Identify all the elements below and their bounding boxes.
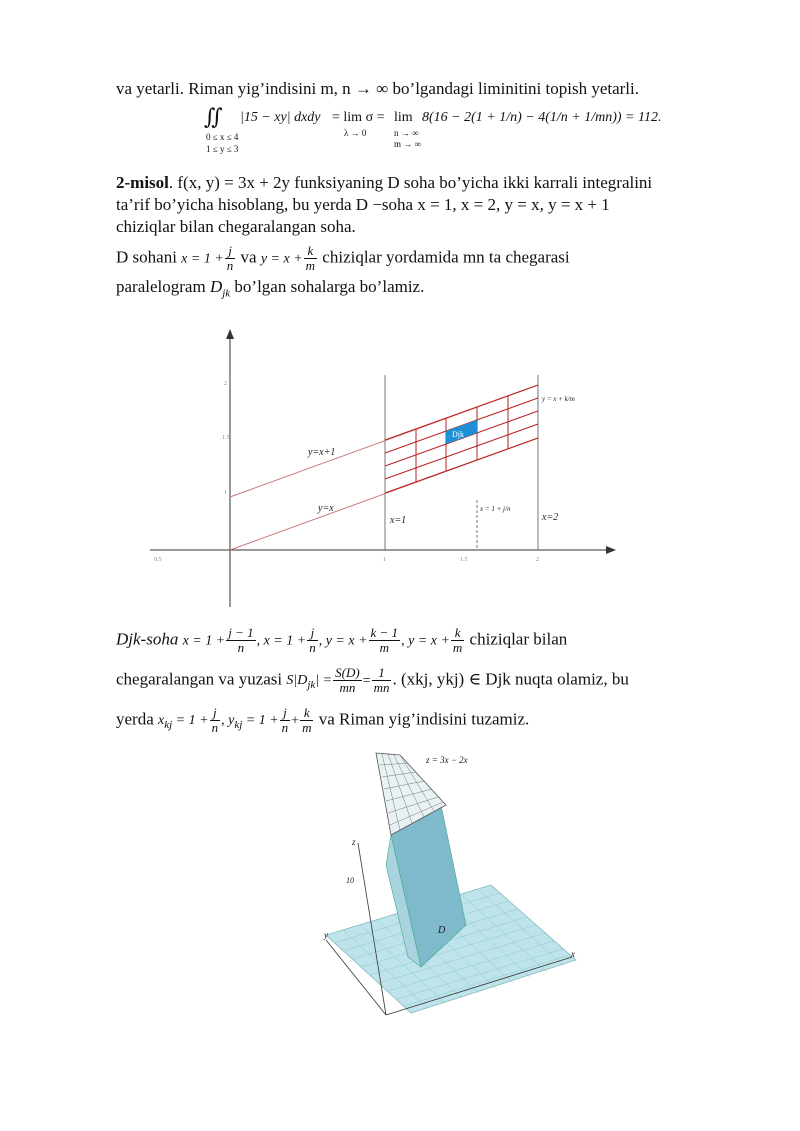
example-label: 2-misol — [116, 173, 169, 192]
formula-domain-x: 0 ≤ x ≤ 4 — [206, 132, 239, 142]
example-line-1: 2-misol. f(x, y) = 3x + 2y funksiyaning D soha bo’yicha ikki karrali integralini — [116, 173, 653, 192]
svg-text:1: 1 — [383, 557, 386, 563]
label-y-x: y=x — [318, 503, 334, 514]
cell-djk-label: Djk — [452, 430, 464, 439]
surface-figure — [316, 745, 586, 1025]
example-line-3: chiziqlar bilan chegaralangan soha. — [116, 217, 356, 236]
formula-limit-sub-m: m → ∞ — [394, 139, 421, 149]
fig1-ticks — [154, 381, 539, 563]
domain-d-label: D — [438, 925, 446, 936]
svg-text:2: 2 — [224, 381, 227, 387]
para2-line-2: chegaralangan va yuzasi $S|D_{jk}|$ = $\frac{S(D)}{mn}$ = $\frac{1}{mn}$ . (xkj, ykj) ∈ Djk nuqta olamiz, bu — [116, 665, 629, 695]
label-x2: x=2 — [542, 512, 559, 523]
y-axis-arrow — [226, 329, 234, 339]
svg-text:1.5: 1.5 — [460, 557, 468, 563]
formula-integrand: |15 − xy| dxdy — [240, 110, 321, 125]
formula-limit-sub: λ → 0 — [344, 128, 367, 138]
label-xj: x = 1 + j/n — [480, 505, 511, 513]
label-y-x-plus-1: y=x+1 — [308, 447, 336, 458]
para2-line-1: Djk-soha x = 1 + $\frac{j - 1}{n}$ , x = 1 + $\frac{j}{n}$ , y = x + $\frac{k - 1}{m}$ , y = x + $\frac{k}{m}$ chiziqlar bilan — [116, 625, 568, 655]
label-x1: x=1 — [390, 515, 407, 526]
svg-text:1: 1 — [224, 490, 227, 496]
axis-x-label: x — [571, 949, 575, 959]
example-line-4: D sohani x = 1 + $\frac{j}{n}$ va y = x + $\frac{k}{m}$ chiziqlar yordamida mn ta chegarasi — [116, 243, 570, 273]
surface-title: z = 3x − 2x — [426, 755, 468, 765]
svg-text:2: 2 — [536, 557, 539, 563]
axis-z-label: z — [352, 837, 356, 847]
svg-text:0.5: 0.5 — [154, 557, 162, 563]
label-yk: y = x + k/m — [542, 395, 575, 403]
formula-domain-y: 1 ≤ y ≤ 3 — [206, 144, 239, 154]
x-axis-arrow — [606, 546, 616, 554]
example-line-5: paralelogram $D_{jk}$ bo’lgan sohalarga bo’lamiz. — [116, 277, 425, 300]
intro-line: va yetarli. Riman yig’indisini m, n → ∞ bo’lgandagi liminitini topish yetarli. — [116, 79, 639, 98]
svg-text:1.5: 1.5 — [222, 435, 230, 441]
tick-10: 10 — [346, 876, 354, 885]
formula-riemann-limit: ∬ |15 − xy| dxdy = lim σ = λ → 0 lim n → ∞ m → ∞ 8(16 − 2(1 + 1/n) − 4(1/n + 1/mn)) = 112. 0 ≤ x ≤ 4 1 ≤ y ≤ 3 — [204, 104, 662, 154]
formula-limit: = lim σ = — [332, 110, 385, 125]
axis-y-label: y — [324, 930, 328, 940]
example-line-2: ta’rif bo’yicha hisoblang, bu yerda D −soha x = 1, x = 2, y = x, y = x + 1 — [116, 195, 610, 214]
partition-figure — [150, 325, 630, 610]
formula-body: 8(16 − 2(1 + 1/n) − 4(1/n + 1/mn)) = 112. — [422, 110, 662, 125]
partition-grid — [385, 385, 538, 493]
para2-line-3: yerda $x_{kj} = 1$ + $\frac{j}{n}$ , $y_{kj} = 1$ + $\frac{j}{n}$ + $\frac{k}{m}$ va Riman yig’indisini tuzamiz. — [116, 705, 530, 735]
formula-limit-sub-n: n → ∞ — [394, 128, 419, 138]
